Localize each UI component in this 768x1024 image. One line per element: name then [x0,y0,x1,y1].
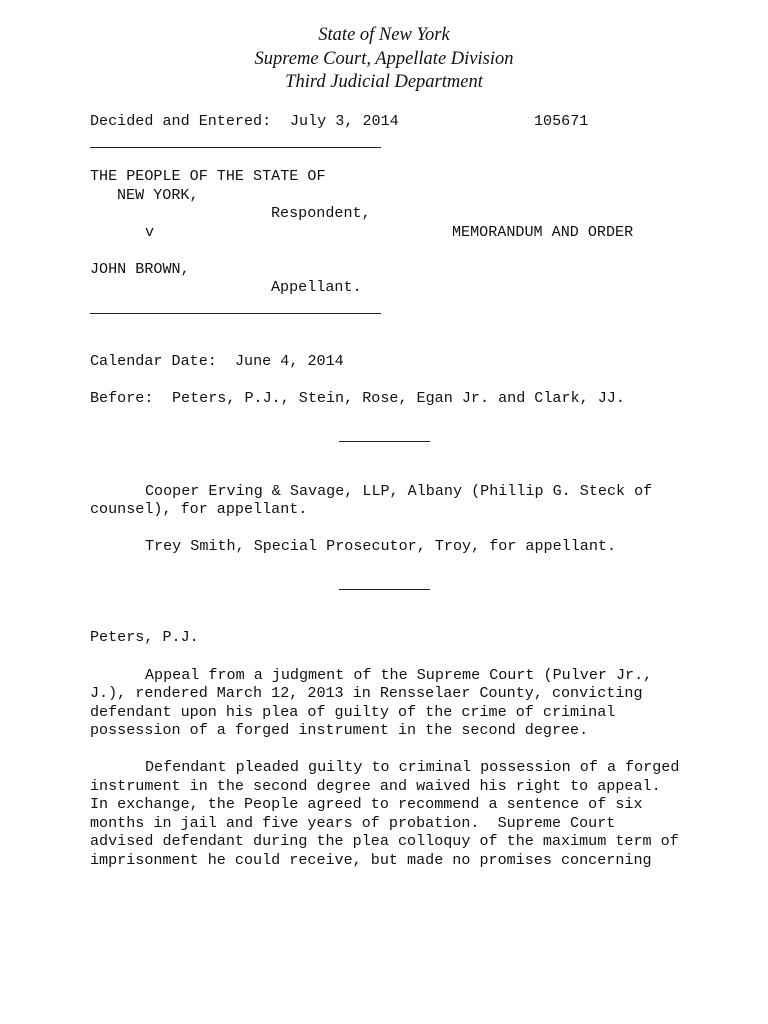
opinion-para1-line: J.), rendered March 12, 2013 in Rensselaer County, convicting [90,684,643,702]
calendar-label: Calendar Date: [90,352,217,370]
caption-top-rule [90,147,381,148]
court-division: Supreme Court, Appellate Division [254,48,514,69]
decided-label: Decided and Entered: [90,112,272,130]
decided-date: July 3, 2014 [290,112,399,130]
before-judges: Peters, P.J., Stein, Rose, Egan Jr. and Clark, JJ. [172,389,625,407]
defendant-role: Appellant. [271,278,362,296]
opinion-author: Peters, P.J. [90,628,199,646]
section-divider-2 [339,589,430,590]
opinion-para2-line: Defendant pleaded guilty to criminal possession of a forged [145,758,680,776]
document-type: MEMORANDUM AND ORDER [452,223,634,241]
plaintiff-role: Respondent, [271,204,371,222]
before-label: Before: [90,389,154,407]
caption-bottom-rule [90,313,381,314]
opinion-para2-line: months in jail and five years of probation. Supreme Court [90,814,616,832]
calendar-date: June 4, 2014 [235,352,344,370]
defendant-name: JOHN BROWN, [90,260,190,278]
opinion-para1-line: Appeal from a judgment of the Supreme Court (Pulver Jr., [145,666,653,684]
opinion-para1-line: possession of a forged instrument in the second degree. [90,721,589,739]
plaintiff-line-2: NEW YORK, [117,186,199,204]
court-state: State of New York [318,25,450,45]
court-header [0,24,768,95]
section-divider-1 [339,441,430,442]
opinion-para2-line: advised defendant during the plea colloquy of the maximum term of [90,832,679,850]
opinion-para2-line: instrument in the second degree and waived his right to appeal. [90,777,661,795]
plaintiff-line-1: THE PEOPLE OF THE STATE OF [90,167,326,185]
counsel-appellant-line-2: counsel), for appellant. [90,500,308,518]
opinion-para2-line: In exchange, the People agreed to recommend a sentence of six [90,795,643,813]
counsel-appellant-line-1: Cooper Erving & Savage, LLP, Albany (Phillip G. Steck of [145,482,653,500]
counsel-respondent: Trey Smith, Special Prosecutor, Troy, for appellant. [145,537,617,555]
docket-number: 105671 [534,112,589,130]
versus: v [145,223,155,241]
opinion-para1-line: defendant upon his plea of guilty of the crime of criminal [90,703,616,721]
court-department: Third Judicial Department [285,72,483,92]
opinion-para2-line: imprisonment he could receive, but made no promises concerning [90,851,652,869]
